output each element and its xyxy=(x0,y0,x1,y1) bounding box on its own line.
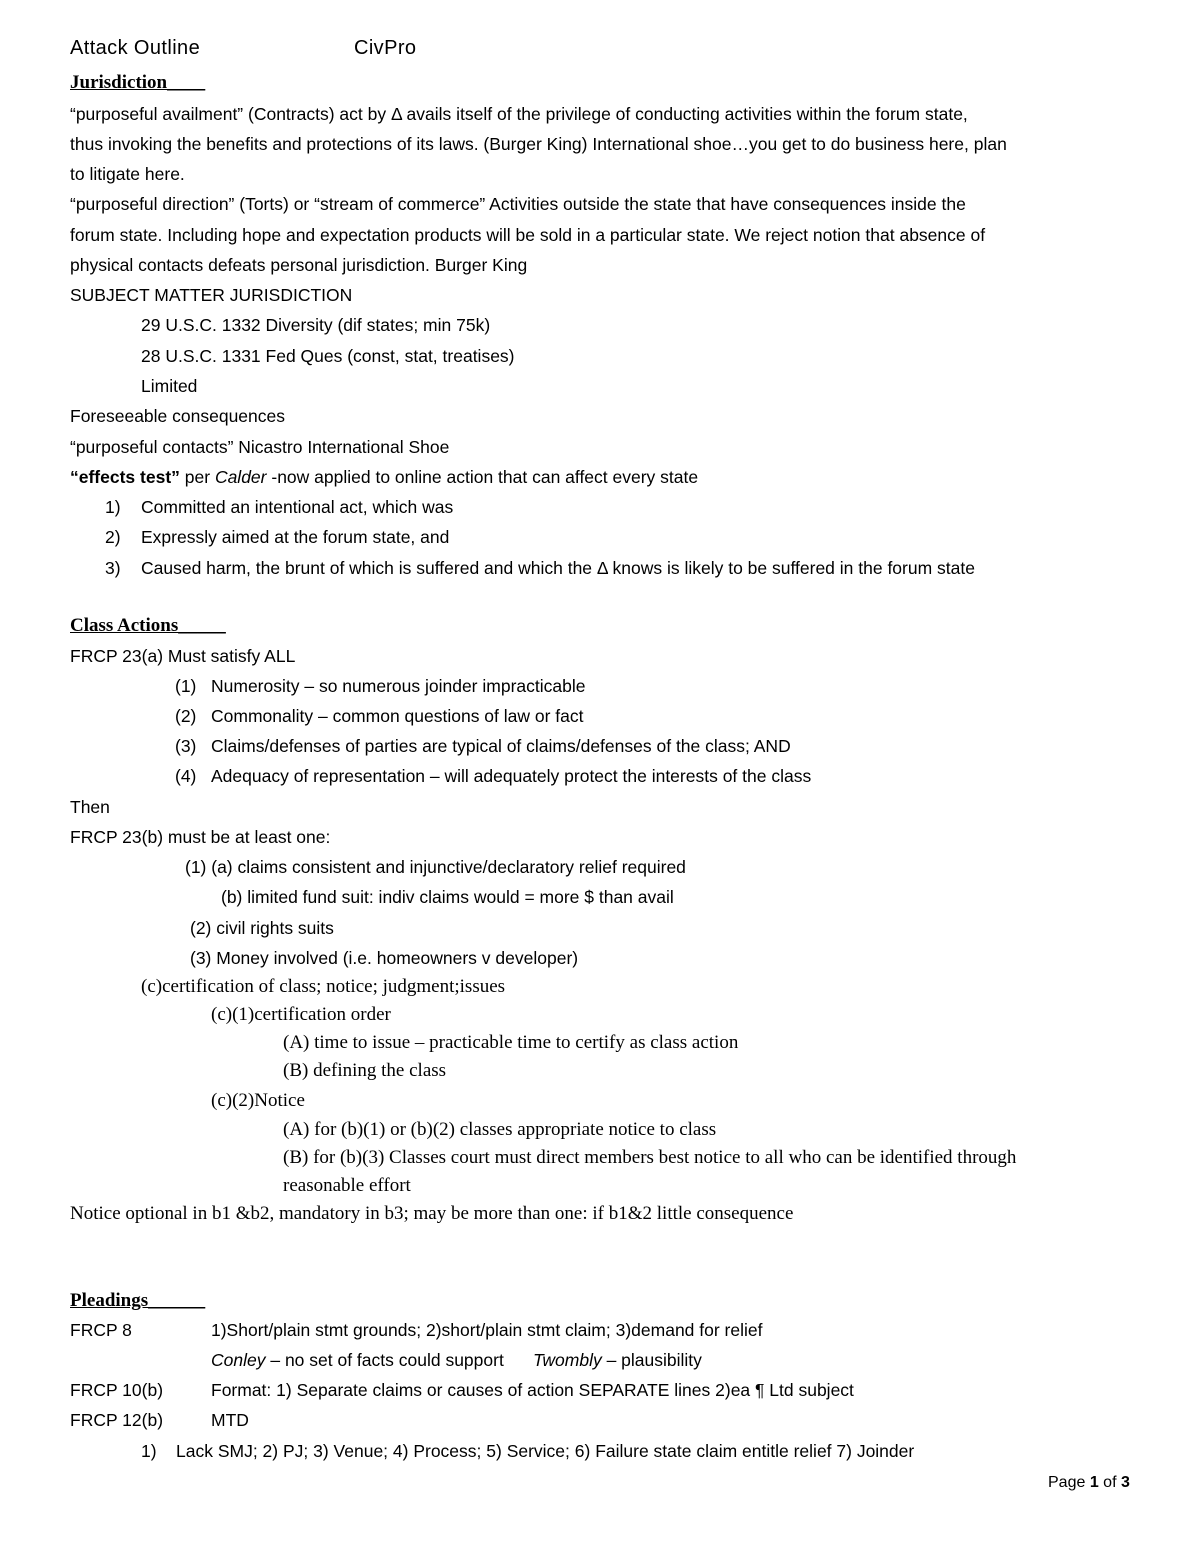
list-number: 1) xyxy=(141,1441,157,1461)
rule-23b-item: (2) civil rights suits xyxy=(190,918,334,938)
case-name: Calder xyxy=(214,467,267,487)
rule-label: FRCP 8 xyxy=(70,1320,132,1340)
jurisdiction-line: to litigate here. xyxy=(70,164,185,184)
rule-23c-item: (B) defining the class xyxy=(283,1060,447,1081)
requirement-item: Numerosity – so numerous joinder impracticable xyxy=(211,676,586,696)
rule-23c-item: (B) for (b)(3) Classes court must direct members best notice to all who can be identified through xyxy=(283,1147,1017,1168)
purposeful-contacts-line: “purposeful contacts” Nicastro International Shoe xyxy=(70,437,450,457)
jurisdiction-heading: Jurisdiction____ xyxy=(70,72,206,93)
rule-23c-item: reasonable effort xyxy=(283,1175,411,1196)
jurisdiction-line: forum state. Including hope and expectation products will be sold in a particular state. We reject notion that absence of xyxy=(70,225,986,245)
rule-label: FRCP 12(b) xyxy=(70,1410,164,1430)
smj-item: 29 U.S.C. 1332 Diversity (dif states; min 75k) xyxy=(141,315,491,335)
list-number: 3) xyxy=(105,558,121,578)
rule-text: MTD xyxy=(211,1410,249,1430)
smj-item: Limited xyxy=(141,376,198,396)
effects-test-line: “effects test” per Calder -now applied to online action that can affect every state xyxy=(70,467,699,487)
rule-23c-item: (A) for (b)(1) or (b)(2) classes appropriate notice to class xyxy=(283,1119,717,1140)
notice-line: Notice optional in b1 &b2, mandatory in b3; may be more than one: if b1&2 little consequence xyxy=(70,1203,794,1224)
effects-test-term: “effects test” xyxy=(70,467,180,487)
rule-23c-item: (c)(1)certification order xyxy=(211,1004,391,1025)
effects-item: Expressly aimed at the forum state, and xyxy=(141,527,450,547)
jurisdiction-line: “purposeful direction” (Torts) or “stream of commerce” Activities outside the state that have consequences inside the xyxy=(70,194,966,214)
smj-heading: SUBJECT MATTER JURISDICTION xyxy=(70,285,353,305)
smj-item: 28 U.S.C. 1331 Fed Ques (const, stat, treatises) xyxy=(141,346,515,366)
jurisdiction-line: “purposeful availment” (Contracts) act by Δ avails itself of the privilege of conducting activities within the forum state, xyxy=(70,104,968,124)
rule-23a: FRCP 23(a) Must satisfy ALL xyxy=(70,646,296,666)
list-number: (1) xyxy=(175,676,197,696)
rule-text: Format: 1) Separate claims or causes of action SEPARATE lines 2)ea ¶ Ltd subject xyxy=(211,1380,854,1400)
document-subject: CivPro xyxy=(354,37,417,59)
case-name: Twombly xyxy=(533,1350,602,1370)
class-actions-heading: Class Actions_____ xyxy=(70,615,226,636)
rule-23c-heading: (c)certification of class; notice; judgment;issues xyxy=(141,976,506,997)
document-title: Attack Outline xyxy=(70,37,201,59)
jurisdiction-line: thus invoking the benefits and protections of its laws. (Burger King) International shoe…you get to do business here, plan xyxy=(70,134,1007,154)
requirement-item: Commonality – common questions of law or fact xyxy=(211,706,584,726)
requirement-item: Claims/defenses of parties are typical of claims/defenses of the class; AND xyxy=(211,736,791,756)
list-number: (3) xyxy=(175,736,197,756)
case-name: Conley xyxy=(211,1350,266,1370)
pleading-standards: Conley – no set of facts could support Twombly – plausibility xyxy=(211,1350,702,1370)
rule-23b-item: (3) Money involved (i.e. homeowners v developer) xyxy=(190,948,579,968)
effects-item: Committed an intentional act, which was xyxy=(141,497,454,517)
rule-label: FRCP 10(b) xyxy=(70,1380,164,1400)
effects-item: Caused harm, the brunt of which is suffered and which the Δ knows is likely to be suffered in the forum state xyxy=(141,558,975,578)
defenses-list: Lack SMJ; 2) PJ; 3) Venue; 4) Process; 5) Service; 6) Failure state claim entitle relief 7) Joinder xyxy=(176,1441,915,1461)
foreseeable-line: Foreseeable consequences xyxy=(70,406,286,426)
page-number: Page 1 of 3 xyxy=(1048,1474,1130,1491)
rule-23c-item: (A) time to issue – practicable time to certify as class action xyxy=(283,1032,739,1053)
rule-text: 1)Short/plain stmt grounds; 2)short/plain stmt claim; 3)demand for relief xyxy=(211,1320,763,1340)
list-number: (4) xyxy=(175,766,197,786)
rule-23b: FRCP 23(b) must be at least one: xyxy=(70,827,331,847)
pleadings-heading: Pleadings______ xyxy=(70,1290,206,1311)
rule-23b-item: (1) (a) claims consistent and injunctive/declaratory relief required xyxy=(185,857,686,877)
list-number: 2) xyxy=(105,527,121,547)
then-line: Then xyxy=(70,797,110,817)
rule-23b-item: (b) limited fund suit: indiv claims would = more $ than avail xyxy=(221,887,674,907)
requirement-item: Adequacy of representation – will adequately protect the interests of the class xyxy=(211,766,812,786)
list-number: (2) xyxy=(175,706,197,726)
rule-23c-item: (c)(2)Notice xyxy=(211,1090,305,1111)
list-number: 1) xyxy=(105,497,121,517)
jurisdiction-line: physical contacts defeats personal jurisdiction. Burger King xyxy=(70,255,528,275)
